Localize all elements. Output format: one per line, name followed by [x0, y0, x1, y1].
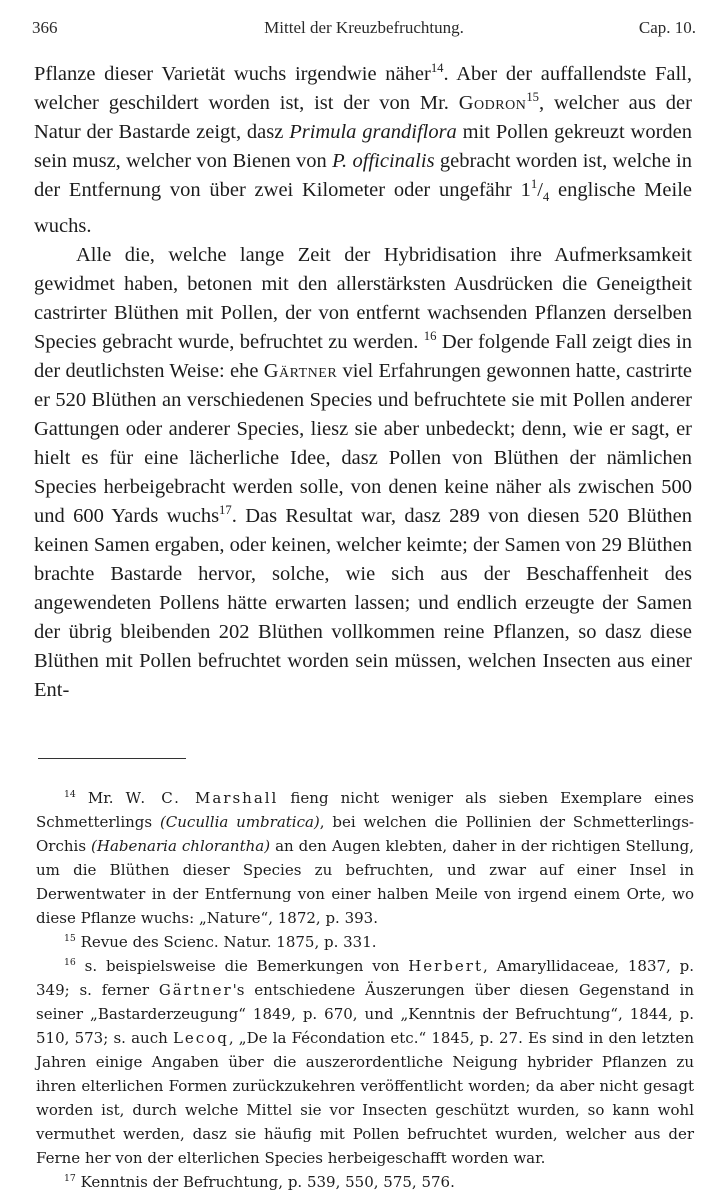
- footnote-number: 17: [64, 1173, 76, 1184]
- text-run: Kenntnis der Befruchtung, p. 539, 550, 575, 576.: [75, 1173, 455, 1191]
- text-run: viel Erfahrungen gewonnen hatte, castrirte er 520 Blüthen an verschiedenen Species und befruchtete sie mit Pollen anderer Gattungen oder anderer Species, liesz sie aber unbedeckt; denn, wie er sagt, er hielt es für eine lächerliche Idee, dasz Pollen von Blüthen der nämlichen Species herbeigebracht werden solle, von denen keine näher als zwischen 500 und 600 Yards wuchs: [34, 360, 692, 528]
- paragraph-2: [34, 241, 692, 705]
- text-run: Alle die, welche lange Zeit der Hybridisation ihre Aufmerksamkeit gewidmet haben, betonen mit den allerstärksten Ausdrücken die Geneigtheit castrirter Blüthen mit Pollen, der von entfernt wachsenden Pflanzen derselben Species gebracht wurde, befruchtet zu werden.: [34, 244, 692, 354]
- text-run: , Amaryllidaceae, 1837, p. 349; s. ferner: [36, 957, 694, 999]
- text-run: , bei welchen die Pollinien der Schmetterlings-Orchis: [36, 813, 694, 855]
- text-run: , „De la Fécondation etc.“ 1845, p. 27. Es sind in den letzten Jahren einige Angaben über die auszerordentliche Neigung hybrider Pflanzen zu ihren elterlichen Formen zurückzukehren veröffentlicht worden; da aber nicht gesagt worden ist, durch welche Mittel sie vor Insecten geschützt wurden, so kann wohl vermuthet werden, dasz sie häufig mit Pollen befruchtet wurden, welcher aus der Ferne her von der elterlichen Species herbeigeschafft worden war.: [36, 1029, 694, 1167]
- text-run: . Das Resultat war, dasz 289 von diesen 520 Blüthen keinen Samen ergaben, oder keinen, welcher keimte; der Samen von 29 Blüthen brachte Bastarde hervor, solche, wie sich aus der Beschaffenheit des angewendeten Pollens hätte erwarten lassen; und endlich erzeugte der Samen der übrig bleibenden 202 Blüthen vollkommen reine Pflanzen, so dasz diese Blüthen mit Pollen befruchtet worden sein müssen, welchen Insecten aus einer Ent-: [34, 505, 692, 702]
- author-name: Godron: [458, 92, 527, 114]
- paragraph-1: Pflanze dieser Varietät wuchs irgendwie näher$^{14}$. Aber der auffallendste Fall, welcher geschildert worden ist, ist der von Mr. Godron$^{15}$, welcher aus der Natur der Bastarde zeigt, dasz Primula grandiflora mit Pollen gekreuzt worden sein musz, welcher von Bienen von P. officinalis gebracht worden ist, welche in der Entfernung von über zwei Kilometer oder ungefähr $1^1/_4$ englische Meile wuchs.: [34, 61, 692, 238]
- text-run: Revue des Scienc. Natur. 1875, p. 331.: [75, 933, 377, 951]
- main-text: [34, 60, 692, 705]
- text-run: an den Augen klebten, daher in der richtigen Stellung, um die Blüthen dieser Species zu befruchten, und zwar auf einer Insel in Derwentwater in der Entfernung von einer halben Meile von irgend einem Orte, wo diese Pflanze wuchs: „Nature“, 1872, p. 393.: [36, 837, 694, 927]
- text-run: englische Meile wuchs.: [34, 179, 692, 238]
- footnote-number: 16: [64, 957, 76, 968]
- author-name: W. C. Marshall: [125, 789, 279, 807]
- footnote-ref-15[interactable]: 15: [526, 90, 540, 105]
- author-name: Gärtner: [158, 981, 233, 999]
- fraction-denominator: 4: [542, 190, 550, 205]
- footnote-ref-16[interactable]: 16: [423, 329, 437, 344]
- text-run: s. beispielsweise die Bemerkungen von: [75, 957, 409, 975]
- footnote-15: [36, 930, 694, 954]
- author-name: Gärtner: [263, 360, 338, 383]
- text-run: 's entschiedene Äuszerungen über diesen Gegenstand in seiner „Bastarderzeugung“ 1849, p. 670, und „Kenntnis der Befruchtung“, 1844, p. 510, 573; s. auch: [36, 981, 694, 1047]
- footnote-16: [36, 954, 694, 1170]
- text-run: Mr.: [75, 789, 126, 807]
- page-header: [32, 18, 696, 42]
- species-name: Primula grandiflora: [289, 121, 457, 143]
- text-run: Der folgende Fall zeigt dies in der deutlichsten Weise: ehe: [34, 331, 692, 383]
- footnote-number: 15: [64, 933, 76, 944]
- text-run: mit Pollen gekreuzt worden sein musz, welcher von Bienen von: [34, 121, 692, 172]
- text-run: gebracht worden ist, welche in der Entfernung von über zwei Kilometer oder ungefähr 1: [34, 150, 692, 201]
- footnotes: [36, 786, 694, 1194]
- text-run: Pflanze dieser Varietät wuchs irgendwie näher: [34, 63, 431, 85]
- text-run: fieng nicht weniger als sieben Exemplare eines Schmetterlings: [36, 789, 694, 831]
- footnote-17: [36, 1170, 694, 1194]
- author-name: Herbert: [408, 957, 484, 975]
- footnote-14: [36, 786, 694, 930]
- footnote-ref-14[interactable]: 14: [430, 61, 444, 76]
- running-title: Mittel der Kreuzbefruchtung.: [264, 18, 464, 37]
- species-name: P. officinalis: [332, 150, 435, 172]
- text-run: . Aber der auffallendste Fall, welcher geschildert worden ist, ist der von Mr.: [34, 63, 692, 114]
- chapter-label: Cap. 10.: [638, 18, 696, 37]
- fraction-numerator: 1: [530, 177, 538, 192]
- species-name: (Cucullia umbratica): [159, 813, 320, 831]
- species-name: (Habenaria chlorantha): [91, 837, 271, 855]
- text-run: , welcher aus der Natur der Bastarde zeigt, dasz: [34, 92, 692, 143]
- author-name: Lecoq: [172, 1029, 229, 1047]
- page-number: 366: [32, 18, 58, 37]
- footnote-rule: [38, 758, 186, 759]
- footnote-ref-17[interactable]: 17: [219, 503, 232, 518]
- footnote-number: 14: [64, 789, 76, 800]
